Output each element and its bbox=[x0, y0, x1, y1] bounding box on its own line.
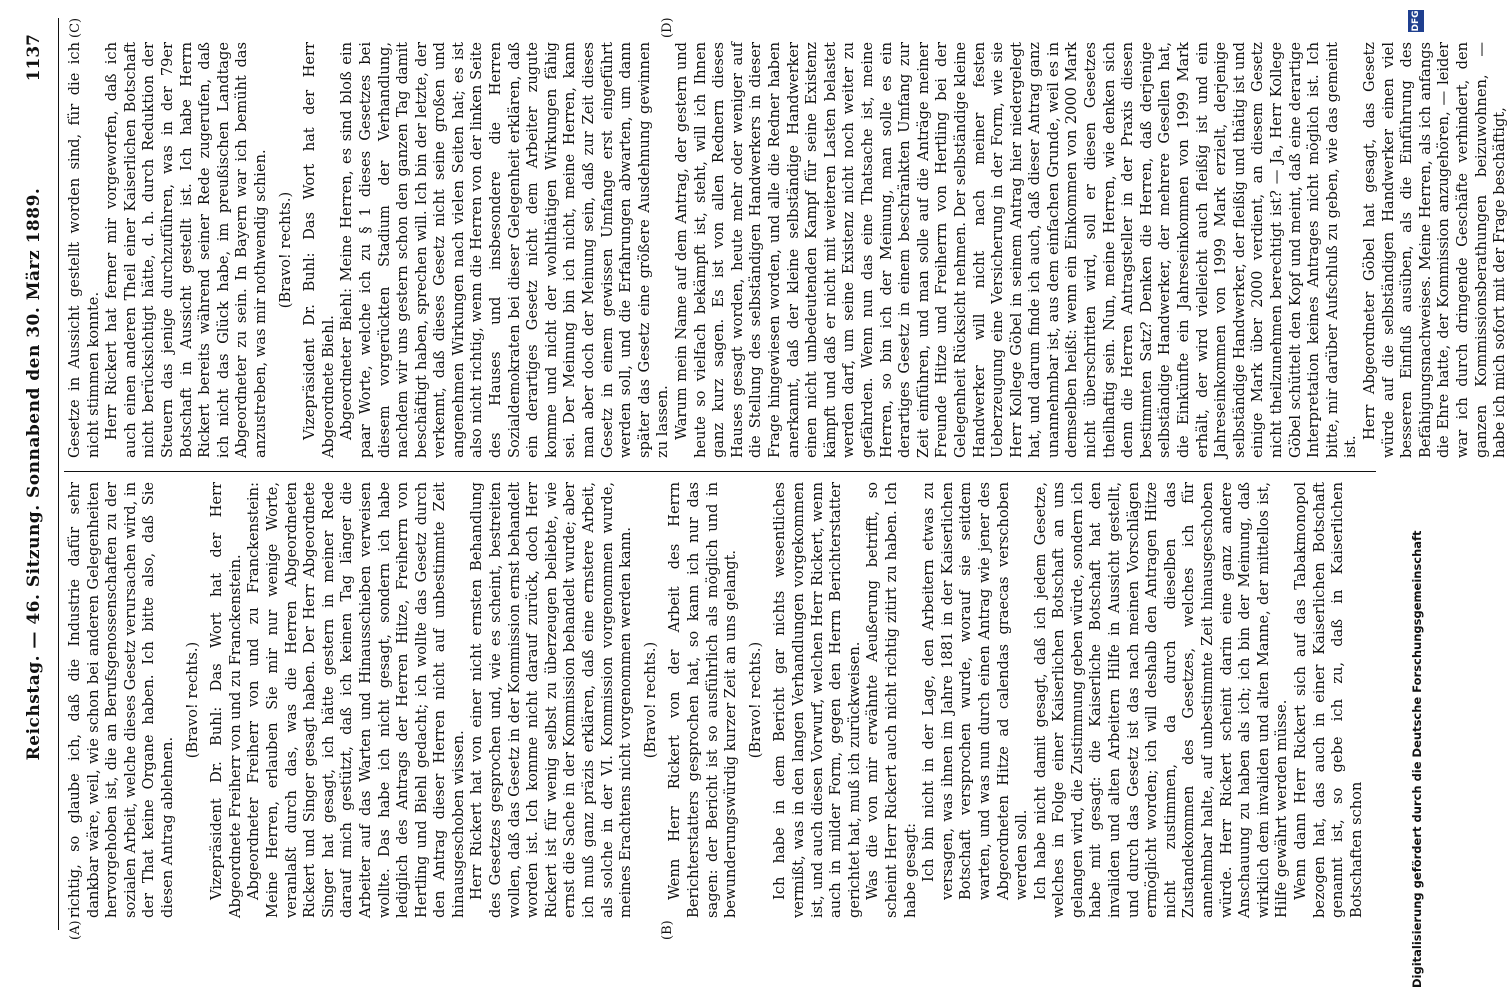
paragraph: Ich habe in dem Bericht gar nichts wesentliches vermißt, was in den langen Verhandlungen vorgekommen ist, und auch diesen Vorwurf, welchen Herr Rickert, wenn auch in milder Form, gegen den Herrn Berichterstatter gerichtet hat, muß ich zurückweisen. bbox=[771, 482, 863, 918]
paragraph: richtig, so glaube ich, daß die Industrie dafür sehr dankbar wäre, weil, wie schon bei anderen Gelegenheiten hervorgehoben ist, die an Berufsgenossenschaften zu der sozialen Arbeit, welche dieses Gesetz verursachen wird, in der That keine Organe haben. Ich bitte also, daß Sie diesen Antrag ablehnen. bbox=[66, 482, 176, 918]
page-number: 1137 bbox=[24, 34, 44, 82]
digitization-credit: Digitalisierung gefördert durch die Deutsche Forschungsgemeinschaft bbox=[1410, 530, 1424, 988]
page-footer bbox=[1404, 0, 1432, 1000]
applause-note: (Bravo! rechts.) bbox=[746, 641, 764, 759]
paragraph: Abgeordneter Freiherr von und zu Franckenstein: Meine Herren, erlauben Sie mir nur wenige Worte, veranlaßt durch das, was die Herren Abgeordneten Rickert und Singer gesagt haben. Der Herr Abgeordnete Singer hat gesagt, ich hätte gestern in meiner Rede darauf mich gestützt, daß ich keinen Tag länger die Arbeiter auf das Warten und Hinausschieben verweisen wollte. Das habe ich nicht gesagt, sondern ich habe lediglich des Antrags der Herren Hitze, Freiherrn von Hertling und Biehl gedacht; ich wollte das Gesetz durch den Antrag dieser Herren nicht auf unbestimmte Zeit hinausgeschoben wissen. bbox=[245, 482, 467, 918]
paragraph: Herr Rickert hat ferner mir vorgeworfen, daß ich auch einen anderen Theil einer Kaiserlichen Botschaft nicht berücksichtigt hätte, d. h. durch Reduktion der Steuern das jenige durchzuführen, was in der 79er Botschaft in Aussicht gestellt ist. Ich habe Herrn Rickert bereits während seiner Rede zugerufen, daß ich nicht das Glück habe, im preußischen Landtage Abgeordneter zu sein. In Bayern war ich bemüht das anzustreben, was mir nothwendig schien. bbox=[103, 42, 269, 458]
paragraph: Herr Abgeordneter Göbel hat gesagt, das Gesetz würde auf die selbständigen Handwerker einen viel besseren Einfluß ausüben, als die Einführung des Befähigungsnachweises. Meine Herren, als ich anfangs die Ehre hatte, der Kommission anzugehören, — leider war ich durch dringende Geschäfte verhindert, den ganzen Kommissionsberathungen beizuwohnen, — habe ich mich sofort mit der Frage beschäftigt, bbox=[1360, 42, 1509, 458]
header-rule bbox=[58, 18, 59, 930]
paragraph: Wenn dann Herr Rickert sich auf das Tabakmonopol bezogen hat, das auch in einer Kaiserlichen Botschaft genannt ist, so gebe ich zu, daß in Kaiserlichen Botschaften schon bbox=[1292, 482, 1365, 918]
applause-note: (Bravo! rechts.) bbox=[276, 191, 294, 309]
quote-paragraph: Ich bin nicht in der Lage, den Arbeitern etwas zu versagen, was ihnen im Jahre 1881 in der Kaiserlichen Botschaft versprochen wurde, worauf sie seitdem warten, und was nun durch einen Antrag wie jener des Abgeordneten Hitze ad calendas graecas verschoben werden soll. bbox=[920, 482, 1031, 900]
right-column bbox=[66, 42, 1509, 458]
margin-marker-b: (B) bbox=[660, 920, 675, 940]
paragraph: Warum mein Name auf dem Antrag, der gestern und heute so vielfach bekämpft ist, steht, will ich Ihnen ganz kurz sagen. Es ist von allen Rednern dieses Hauses gesagt worden, heute mehr oder weniger auf die Stellung des selbständigen Handwerkers in dieser Frage hingewiesen worden, und alle die Redner haben anerkannt, daß der kleine selbständige Handwerker einen nicht unbedeutenden Kampf für seine Existenz kämpft und daß er nicht mit weiteren Lasten belastet werden darf, um seine Existenz nicht noch weiter zu gefährden. Wenn nun das eine Thatsache ist, meine Herren, so bin ich der Meinung, man solle es ein derartiges Gesetz in einem beschränkten Umfang zur Zeit einführen, und man solle auf die Anträge meiner Freunde Hitze und Freiherrn von Hertling bei der Gelegenheit Rücksicht nehmen. Der selbständige kleine Handwerker will nicht nach meiner festen Ueberzeugung eine Versicherung in der Form, wie sie Herr Kollege Göbel in seinem Antrag hier niedergelegt hat, und darum finde ich auch, daß dieser Antrag ganz unannehmbar ist, aus dem einfachen Grunde, weil es in demselben heißt: wenn ein Einkommen von 2000 Mark nicht überschritten wird, soll er diesen Gesetzes theilhaftig sein. Nun, meine Herren, wie denken sich denn die Herren Antragsteller in der Praxis diesen bestimmten Satz? Denken die Herren, daß derjenige selbständige Handwerker, der mehrere Gesellen hat, die Einkünfte ein Jahreseinkommen von 1999 Mark erhält, der wird vielleicht auch fleißig ist und ein Jahreseinkommen von 1999 Mark erzielt, derjenige selbständige Handwerker, der fleißig und thätig ist und einige Mark über 2000 verdient, an diesem Gesetz nicht theilzunehmen berechtigt ist? — Ja, Herr Kollege Göbel schüttelt den Kopf und meint, daß eine derartige Interpretation keines Antrages nicht möglich ist. Ich bitte, mir darüber Aufschluß zu geben, wie das gemeint ist. bbox=[673, 42, 1360, 458]
paragraph: Ich habe nicht damit gesagt, daß ich jedem Gesetze, welches in Folge einer Kaiserlichen Botschaft an uns gelangen wird, die Zustimmung geben würde, sondern ich habe mit gesagt: die Kaiserliche Botschaft hat den invaliden und alten Arbeitern Hilfe in Aussicht gestellt, und durch das Gesetz ist das nach meinen Vorschlägen ermöglicht worden; ich will deshalb den Antragen Hitze nicht zustimmen, da durch dieselben das Zustandekommen des Gesetzes, welches ich für annehmbar halte, auf unbestimmte Zeit hinausgeschoben würde. Herr Rickert scheint darin eine ganz andere Anschauung zu haben als ich; ich bin der Meinung, daß wirklich dem invaliden und alten Manne, der mittellos ist, Hilfe gewährt werden müsse. bbox=[1031, 482, 1291, 918]
paragraph: Herr Rickert hat von einer nicht ernsten Behandlung des Gesetzes gesprochen und, wie es scheint, bestreiten wollen, daß das Gesetz in der Kommission ernst behandelt worden ist. Ich komme nicht darauf zurück, doch Herr Rickert ist für wenig selbst zu überzeugen beliebte, wie ernst die Sache in der Kommission behandelt wurde; aber ich muß ganz präzis erklären, daß eine ernstere Arbeit, als solche in der VI. Kommission vorgenommen wurde, meines Erachtens nicht vorgenommen werden kann. bbox=[468, 482, 635, 918]
page-title: Reichstag. — 46. Sitzung. Sonnabend den 30. März 1889. bbox=[24, 187, 44, 761]
applause-note: (Bravo! rechts.) bbox=[641, 641, 659, 759]
margin-marker-c: (C) bbox=[68, 17, 83, 38]
page-header bbox=[18, 18, 52, 930]
paragraph: Vizepräsident Dr. Buhl: Das Wort hat der Herr Abgeordnete Freiherr von und zu Franckenstein. bbox=[208, 482, 244, 918]
paragraph: Gesetze in Aussicht gestellt worden sind, für die ich nicht stimmen konnte. bbox=[66, 42, 102, 458]
paragraph: Vizepräsident Dr. Buhl: Das Wort hat der Herr Abgeordnete Biehl. bbox=[301, 42, 337, 458]
margin-marker-d: (D) bbox=[660, 17, 675, 38]
left-column bbox=[66, 482, 1376, 918]
margin-marker-a: (A) bbox=[68, 920, 83, 940]
paragraph: Abgeordneter Biehl: Meine Herren, es sind bloß ein paar Worte, welche ich zu § 1 dieses Gesetzes bei diesem vorgerückten Stadium der Verhandlung, nachdem wir uns gestern schon den ganzen Tag damit beschäftigt haben, sprechen will. Ich bin der letzte, der verkennt, daß dieses Gesetz nicht seine großen und angenehmen Wirkungen nach vielen Seiten hat; es ist also nicht richtig, wenn die Herren von der linken Seite des Hauses und insbesondere die Herren Sozialdemokraten bei dieser Gelegenheit erklären, daß ein derartiges Gesetz nicht dem Arbeiter zugute komme und nicht der wohlthätigen Wirkungen fähig sei. Der Meinung bin ich nicht, meine Herren, kann man aber doch der Meinung sein, daß zur Zeit dieses Gesetz in einem gewissen Umfange erst eingeführt werden soll, und die Erfahrungen abwarten, um dann später das Gesetz eine größere Ausdehnung gewinnen zu lassen. bbox=[338, 42, 672, 458]
dfg-logo: DFG bbox=[1408, 10, 1424, 32]
column-divider bbox=[64, 471, 1376, 472]
applause-note: (Bravo! rechts.) bbox=[183, 641, 201, 759]
paragraph: Was die von mir erwähnte Aeußerung betrifft, so scheint Herr Rickert auch nicht richtig zitirt zu haben. Ich habe gesagt: bbox=[864, 482, 919, 918]
paragraph: Wenn Herr Rickert von der Arbeit des Herrn Berichterstatters gesprochen hat, so kann ich nur das sagen: der Bericht ist so ausführlich als möglich und in bewunderungswürdig kurzer Zeit an uns gelangt. bbox=[666, 482, 740, 918]
